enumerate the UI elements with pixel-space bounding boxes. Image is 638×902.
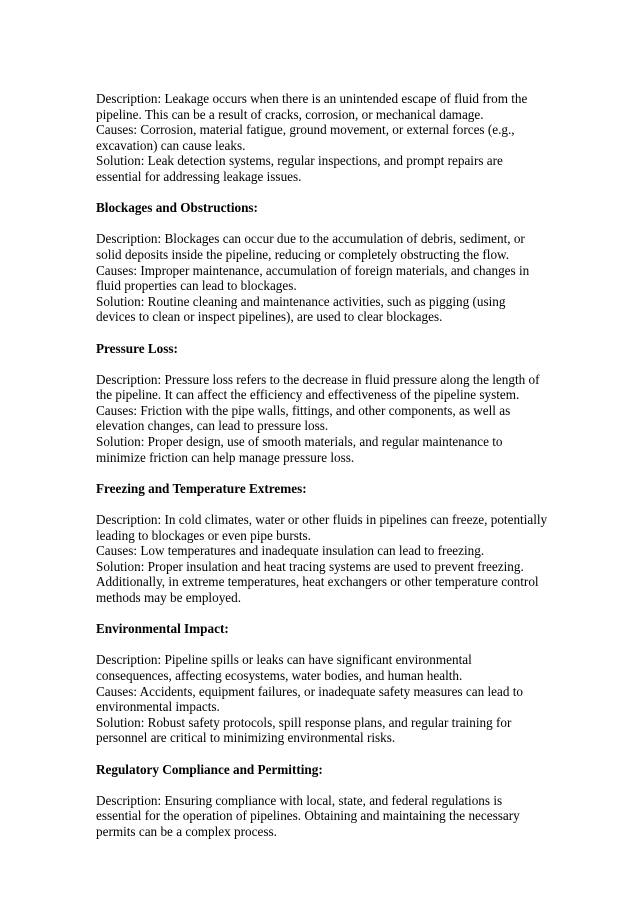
freezing-paragraph xyxy=(96,512,548,606)
spacer xyxy=(96,216,548,232)
spacer xyxy=(96,465,548,481)
blockages-causes: Causes: Improper maintenance, accumulation of foreign materials, and changes in fluid properties can lead to blockages. xyxy=(96,262,530,294)
spacer xyxy=(96,325,548,341)
section-heading-pressure-loss: Pressure Loss: xyxy=(96,340,178,356)
leakage-solution: Solution: Leak detection systems, regular inspections, and prompt repairs are essential for addressing leakage issues. xyxy=(96,153,503,184)
spacer xyxy=(96,356,548,372)
section-heading-regulatory-compliance: Regulatory Compliance and Permitting: xyxy=(96,761,323,777)
spacer xyxy=(96,777,548,793)
pressure-loss-paragraph xyxy=(96,372,548,466)
pressure-loss-solution: Solution: Proper design, use of smooth materials, and regular maintenance to minimize friction can help manage pressure loss. xyxy=(96,434,503,465)
freezing-description: Description: In cold climates, water or other fluids in pipelines can freeze, potentially leading to blockages or even pipe bursts. xyxy=(96,512,548,543)
pressure-loss-description: Description: Pressure loss refers to the decrease in fluid pressure along the length of the pipeline. It can affect the efficiency and effectiveness of the pipeline system. xyxy=(96,371,540,403)
section-heading-environmental-impact: Environmental Impact: xyxy=(96,621,229,637)
leakage-paragraph xyxy=(96,91,548,185)
environmental-impact-causes: Causes: Accidents, equipment failures, or inadequate safety measures can lead to environmental impacts. xyxy=(96,683,523,715)
freezing-solution: Solution: Proper insulation and heat tracing systems are used to prevent freezing. Additionally, in extreme temperatures, heat exchangers or other temperature control methods may be employed. xyxy=(96,558,539,605)
leakage-causes: Causes: Corrosion, material fatigue, ground movement, or external forces (e.g., excavation) can cause leaks. xyxy=(96,122,515,153)
spacer xyxy=(96,637,548,653)
blockages-description: Description: Blockages can occur due to the accumulation of debris, sediment, or solid deposits inside the pipeline, reducing or completely obstructing the flow. xyxy=(96,231,525,262)
pressure-loss-causes: Causes: Friction with the pipe walls, fittings, and other components, as well as elevation changes, can lead to pressure loss. xyxy=(96,402,511,434)
blockages-solution: Solution: Routine cleaning and maintenance activities, such as pigging (using devices to clean or inspect pipelines), are used to clear blockages. xyxy=(96,293,506,325)
regulatory-compliance-description: Description: Ensuring compliance with local, state, and federal regulations is essential for the operation of pipelines. Obtaining and maintaining the necessary permits can be a complex process. xyxy=(96,792,520,839)
section-heading-freezing: Freezing and Temperature Extremes: xyxy=(96,480,307,496)
regulatory-compliance-paragraph xyxy=(96,793,548,840)
spacer xyxy=(96,185,548,201)
freezing-causes: Causes: Low temperatures and inadequate insulation can lead to freezing. xyxy=(96,543,485,559)
environmental-impact-paragraph xyxy=(96,652,548,746)
blockages-paragraph xyxy=(96,231,548,325)
spacer xyxy=(96,746,548,762)
environmental-impact-solution: Solution: Robust safety protocols, spill response plans, and regular training for personnel are critical to minimizing environmental risks. xyxy=(96,714,512,746)
leakage-description: Description: Leakage occurs when there is an unintended escape of fluid from the pipeline. This can be a result of cracks, corrosion, or mechanical damage. xyxy=(96,91,528,122)
document-body xyxy=(96,91,548,840)
spacer xyxy=(96,496,548,512)
environmental-impact-description: Description: Pipeline spills or leaks can have significant environmental consequences, affecting ecosystems, water bodies, and human health. xyxy=(96,652,472,683)
section-heading-blockages: Blockages and Obstructions: xyxy=(96,200,258,216)
spacer xyxy=(96,606,548,622)
